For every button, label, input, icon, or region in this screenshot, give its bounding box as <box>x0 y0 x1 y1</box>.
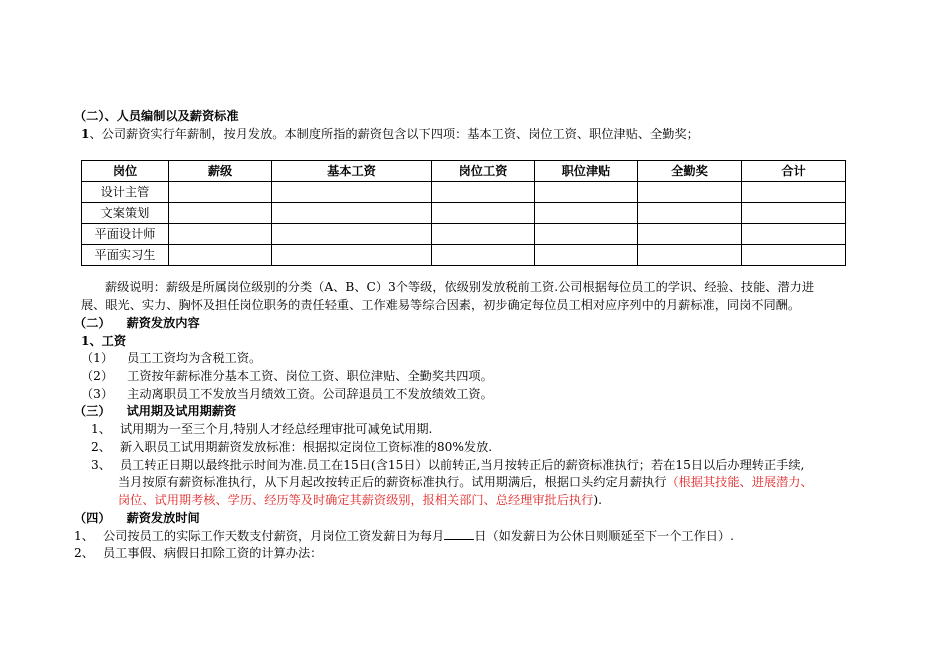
header-total: 合计 <box>742 161 846 182</box>
item-text: ). <box>593 493 602 507</box>
table-cell <box>535 203 638 224</box>
table-cell <box>638 245 742 266</box>
table-cell <box>169 224 272 245</box>
item-text: 试用期为一至三个月,特别人才经总经理审批可减免试用期. <box>119 422 433 436</box>
item-number: 1、 <box>91 422 111 436</box>
header-grade: 薪级 <box>169 161 272 182</box>
table-cell <box>535 224 638 245</box>
section-payment-time-heading <box>74 510 200 527</box>
probation-item-3-line-2 <box>118 474 813 491</box>
position-cell: 平面实习生 <box>82 245 169 266</box>
wage-item-2 <box>81 368 493 385</box>
table-cell <box>272 224 432 245</box>
item-text: 新入职员工试用期薪资发放标准：根据拟定岗位工资标准的80%发放. <box>119 440 493 454</box>
wage-item-1 <box>81 350 261 367</box>
item-number: （2） <box>81 369 114 383</box>
item-number: （1） <box>81 351 114 365</box>
heading-number: （四） <box>74 511 111 525</box>
section-staff-heading: （二）、人员编制以及薪资标准 <box>74 109 239 123</box>
table-cell <box>742 182 846 203</box>
header-allowance: 职位津贴 <box>535 161 638 182</box>
heading-text: 试用期及试用期薪资 <box>126 404 237 418</box>
item-text: 、公司薪资实行年薪制，按月发放。本制度所指的薪资包含以下四项：基本工资、岗位工资、职位津贴、全勤奖； <box>89 127 699 141</box>
table-row <box>82 245 846 266</box>
table-cell <box>272 203 432 224</box>
item-text: 日（如发薪日为公休日则顺延至下一个工作日）. <box>474 529 735 543</box>
wage-item-3 <box>81 386 493 403</box>
item-number: 3、 <box>91 458 111 472</box>
header-basic-salary: 基本工资 <box>272 161 432 182</box>
wage-subheading: 1、工资 <box>81 334 127 348</box>
payment-time-item-2 <box>74 545 322 562</box>
salary-table <box>81 160 846 266</box>
header-attendance-bonus: 全勤奖 <box>638 161 742 182</box>
probation-item-1 <box>91 421 432 438</box>
table-row <box>82 182 846 203</box>
table-cell <box>432 245 535 266</box>
table-row <box>82 224 846 245</box>
item-number: 2、 <box>91 440 111 454</box>
position-cell: 平面设计师 <box>82 224 169 245</box>
grade-note-line-1: 薪级说明：薪级是所属岗位级别的分类（A、B、C）3个等级，依级别发放税前工资.公司根据每位员工的学识、经验、技能、潜力进 <box>105 280 815 294</box>
heading-number: （三） <box>74 404 111 418</box>
item-number: 1 <box>81 127 90 141</box>
item-number: 2、 <box>74 546 94 560</box>
table-cell <box>169 203 272 224</box>
probation-item-3-line-3 <box>118 492 602 509</box>
item-text: 员工工资均为含税工资。 <box>127 351 262 365</box>
table-cell <box>535 182 638 203</box>
grade-note-line-2: 展、眼光、实力、胸怀及担任岗位职务的责任轻重、工作难易等综合因素，初步确定每位员工相对应序列中的月薪标准，同岗不同酬。 <box>81 298 801 312</box>
heading-text: 薪资发放时间 <box>126 511 200 525</box>
item-text: 主动离职员工不发放当月绩效工资。公司辞退员工不发放绩效工资。 <box>127 387 493 401</box>
heading-text: 薪资发放内容 <box>126 316 200 330</box>
red-note: （根据其技能、进展潜力、 <box>666 475 813 489</box>
table-cell <box>742 203 846 224</box>
position-cell: 文案策划 <box>82 203 169 224</box>
table-cell <box>742 224 846 245</box>
section-probation-heading <box>74 403 236 420</box>
table-cell <box>272 245 432 266</box>
probation-item-3 <box>91 457 804 474</box>
header-position: 岗位 <box>82 161 169 182</box>
table-cell <box>169 182 272 203</box>
heading-number: （二） <box>74 316 111 330</box>
item-text: 员工转正日期以最终批示时间为准.员工在15日(含15日）以前转正,当月按转正后的薪资标准执行；若在15日以后办理转正手续, <box>119 458 805 472</box>
table-cell <box>432 224 535 245</box>
section-pay-content-heading <box>74 315 200 332</box>
item-text: 公司按员工的实际工作天数支付薪资，月岗位工资发薪日为每月 <box>102 529 445 543</box>
table-cell <box>535 245 638 266</box>
section-staff-item-1 <box>81 126 699 143</box>
table-row <box>82 203 846 224</box>
payday-blank <box>444 527 474 540</box>
table-cell <box>638 224 742 245</box>
header-post-salary: 岗位工资 <box>432 161 535 182</box>
item-text: 员工事假、病假日扣除工资的计算办法： <box>102 546 323 560</box>
item-text: 工资按年薪标准分基本工资、岗位工资、职位津贴、全勤奖共四项。 <box>127 369 493 383</box>
table-cell <box>432 182 535 203</box>
table-cell <box>432 203 535 224</box>
table-cell <box>272 182 432 203</box>
position-cell: 设计主管 <box>82 182 169 203</box>
table-header-row <box>82 161 846 182</box>
payment-time-item-1 <box>74 527 734 545</box>
red-note: 岗位、试用期考核、学历、经历等及时确定其薪资级别，报相关部门、总经理审批后执行 <box>118 493 594 507</box>
table-cell <box>169 245 272 266</box>
probation-item-2 <box>91 439 492 456</box>
item-number: （3） <box>81 387 114 401</box>
table-cell <box>742 245 846 266</box>
item-number: 1、 <box>74 529 94 543</box>
table-cell <box>638 182 742 203</box>
table-cell <box>638 203 742 224</box>
item-text: 当月按原有薪资标准执行，从下月起改按转正后的薪资标准执行。试用期满后，根据口头约定月薪执行 <box>118 475 667 489</box>
